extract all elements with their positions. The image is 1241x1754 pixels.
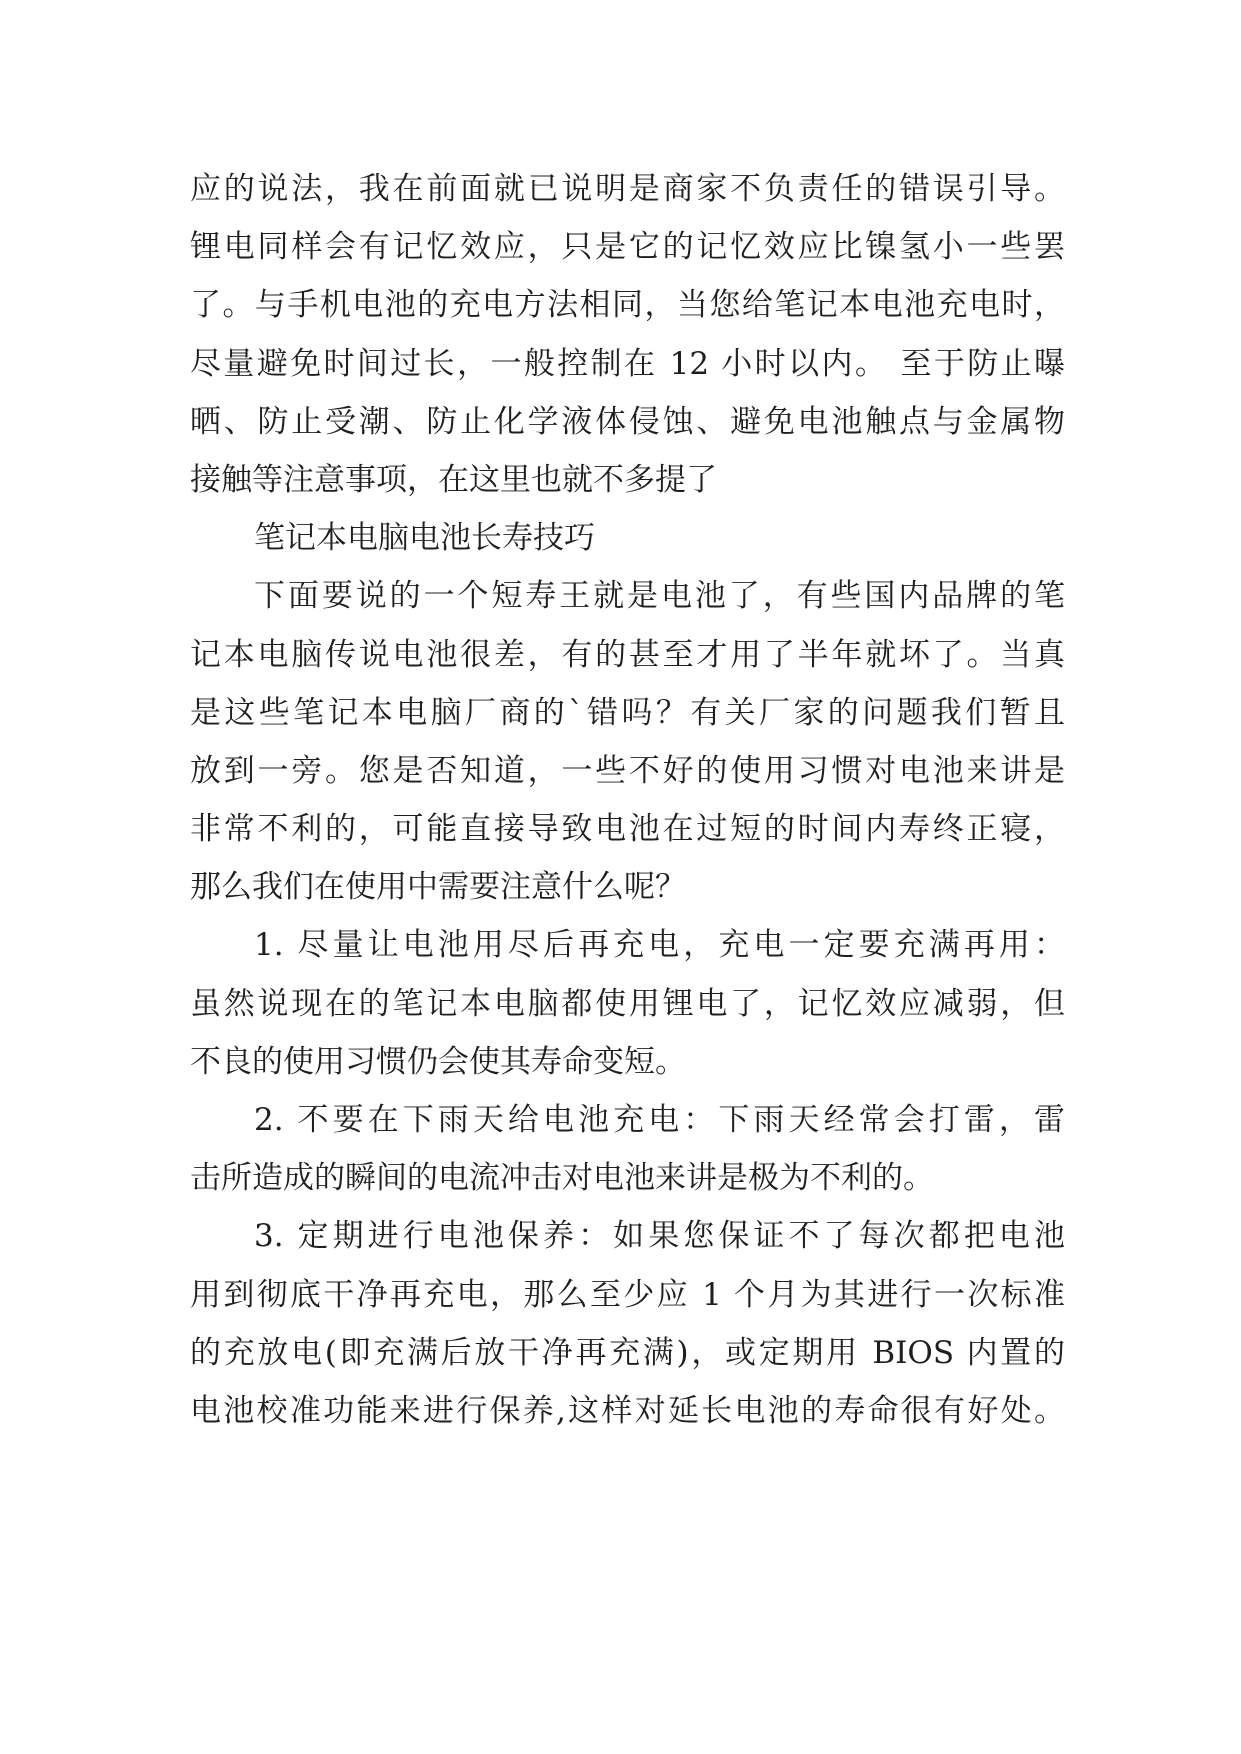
text-line: 不良的使用习惯仍会使其寿命变短。 xyxy=(190,1043,686,1080)
text-line: 接触等注意事项，在这里也就不多提了 xyxy=(190,461,717,498)
text-line: 1. 尽量让电池用尽后再充电，充电一定要充满再用： xyxy=(254,927,1065,964)
text-line: 非常不利的，可能直接导致电池在过短的时间内寿终正寝， xyxy=(190,811,1065,848)
text-line: 记本电脑传说电池很差，有的甚至才用了半年就坏了。当真 xyxy=(190,636,1065,673)
text-line: 应的说法，我在前面就已说明是商家不负责任的错误引导。 xyxy=(190,171,1065,207)
text-line: 晒、防止受潮、防止化学液体侵蚀、避免电池触点与金属物 xyxy=(190,403,1065,440)
text-line: 尽量避免时间过长，一般控制在 12 小时以内。 至于防止曝 xyxy=(190,345,1065,382)
text-line: 2. 不要在下雨天给电池充电：下雨天经常会打雷，雷 xyxy=(254,1102,1065,1138)
text-line: 放到一旁。您是否知道，一些不好的使用习惯对电池来讲是 xyxy=(190,752,1065,789)
text-line: 下面要说的一个短寿王就是电池了，有些国内品牌的笔 xyxy=(254,578,1065,615)
text-line: 笔记本电脑电池长寿技巧 xyxy=(254,520,595,557)
text-line: 击所造成的瞬间的电流冲击对电池来讲是极为不利的。 xyxy=(190,1160,934,1197)
text-line: 虽然说现在的笔记本电脑都使用锂电了，记忆效应减弱，但 xyxy=(190,985,1065,1022)
text-line: 用到彻底干净再充电，那么至少应 1 个月为其进行一次标准 xyxy=(190,1276,1065,1313)
text-line: 的充放电(即充满后放干净再充满)，或定期用 BIOS 内置的 xyxy=(190,1334,1065,1371)
document-body xyxy=(190,160,1065,1440)
text-line: 是这些笔记本电脑厂商的`错吗？有关厂家的问题我们暂且 xyxy=(190,694,1065,731)
text-line: 电池校准功能来进行保养,这样对延长电池的寿命很有好处。 xyxy=(190,1392,1065,1429)
text-line: 3. 定期进行电池保养：如果您保证不了每次都把电池 xyxy=(254,1218,1065,1255)
text-line: 了。与手机电池的充电方法相同，当您给笔记本电池充电时， xyxy=(190,287,1065,324)
text-line: 那么我们在使用中需要注意什么呢？ xyxy=(190,869,686,906)
text-line: 锂电同样会有记忆效应，只是它的记忆效应比镍氢小一些罢 xyxy=(190,229,1065,266)
